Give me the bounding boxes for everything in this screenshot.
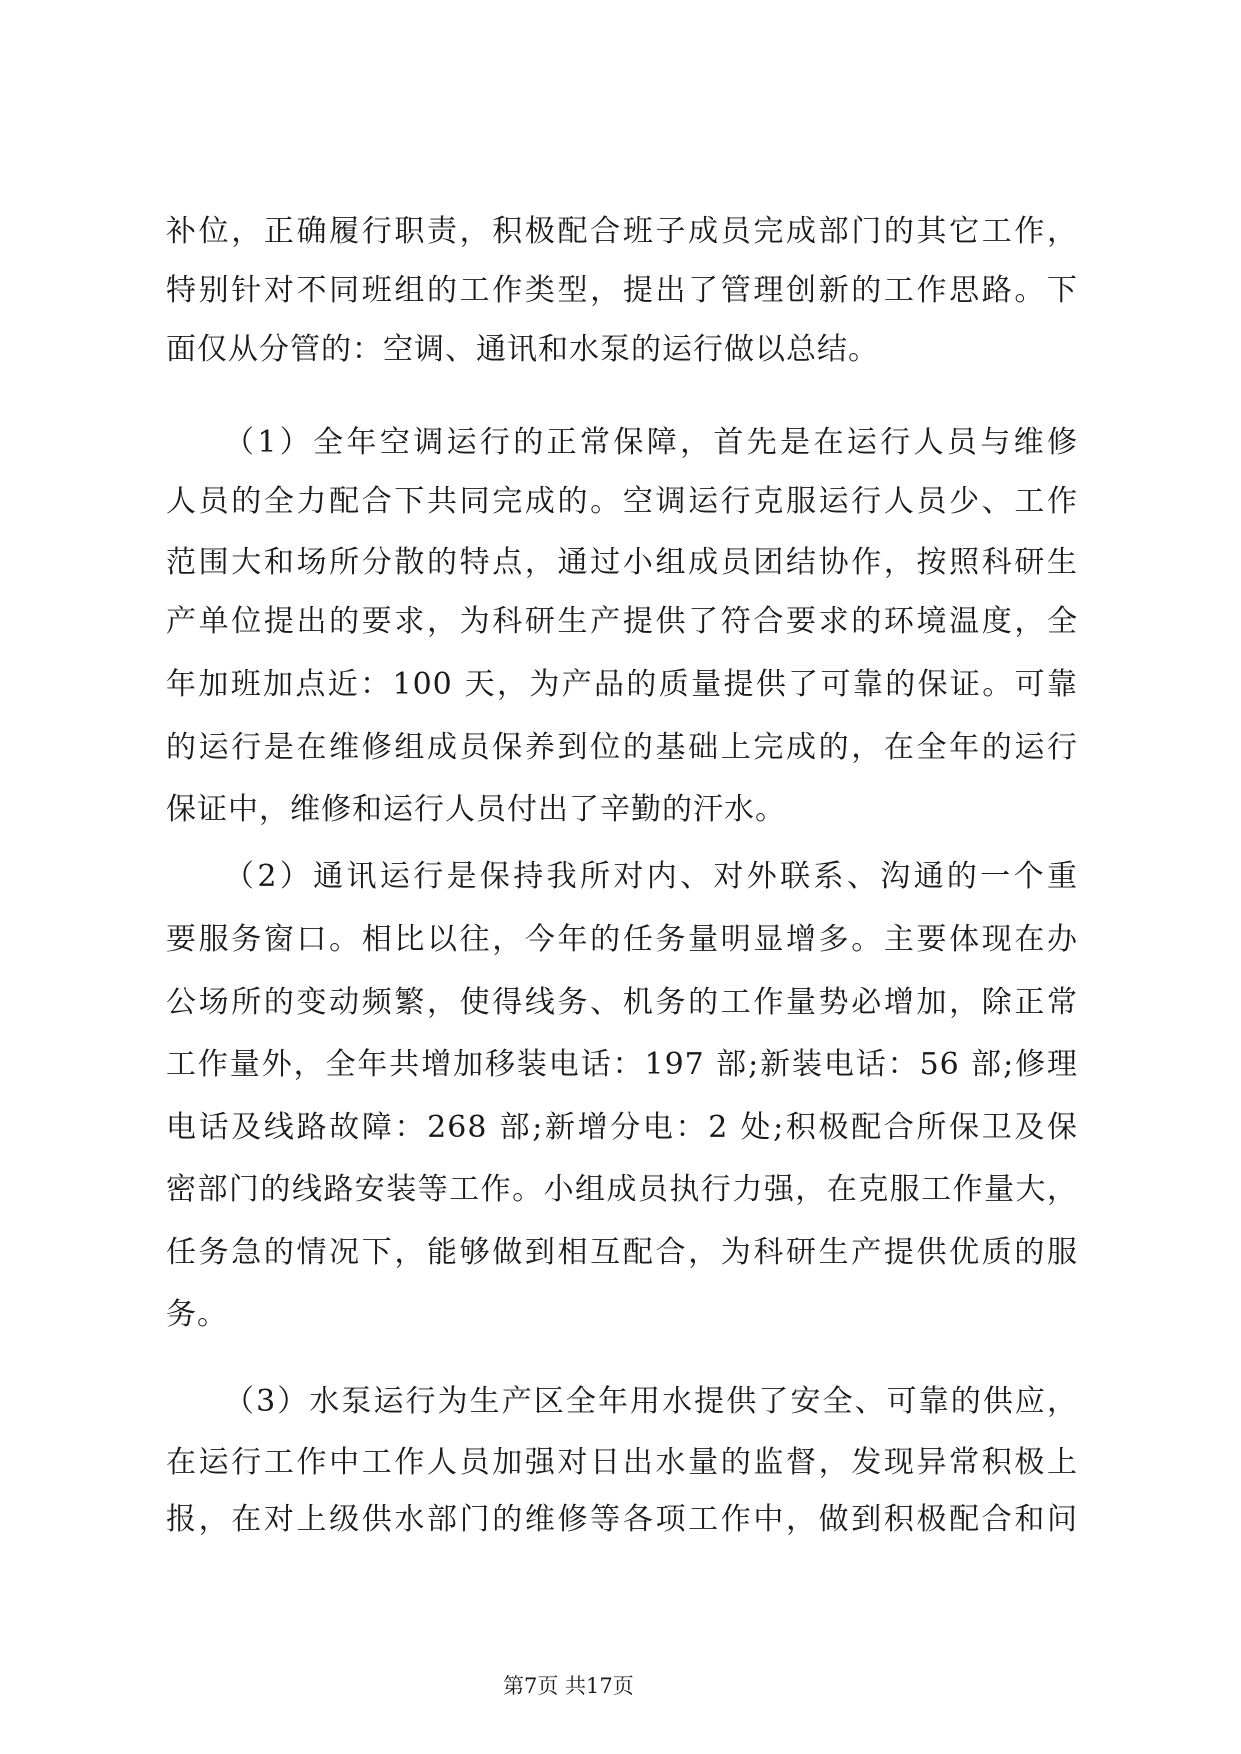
body-text-line: 保证中，维修和运行人员付出了辛勤的汗水。	[166, 792, 786, 827]
body-text-line: 面仅从分管的：空调、通讯和水泵的运行做以总结。	[166, 332, 879, 367]
body-text-line: 人员的全力配合下共同完成的。空调运行克服运行人员少、工作	[166, 484, 1078, 519]
body-text-line: 在运行工作中工作人员加强对日出水量的监督，发现异常积极上	[166, 1445, 1078, 1480]
body-text-line: 工作量外，全年共增加移装电话：197 部;新装电话：56 部;修理	[166, 1047, 1078, 1082]
body-text-line: 务。	[166, 1297, 228, 1332]
paragraph-first-line: （2）通讯运行是保持我所对内、对外联系、沟通的一个重	[224, 859, 1078, 894]
page-number-footer: 第7页 共17页	[503, 1674, 634, 1698]
body-text-line: 产单位提出的要求，为科研生产提供了符合要求的环境温度，全	[166, 604, 1078, 639]
body-text-line: 要服务窗口。相比以往，今年的任务量明显增多。主要体现在办	[166, 922, 1078, 957]
body-text-line: 公场所的变动频繁，使得线务、机务的工作量势必增加，除正常	[166, 985, 1078, 1020]
body-text-line: 范围大和场所分散的特点，通过小组成员团结协作，按照科研生	[166, 545, 1078, 580]
body-text-line: 补位，正确履行职责，积极配合班子成员完成部门的其它工作，	[166, 214, 1078, 249]
body-text-line: 报，在对上级供水部门的维修等各项工作中，做到积极配合和问	[166, 1502, 1078, 1537]
body-text-line: 的运行是在维修组成员保养到位的基础上完成的，在全年的运行	[166, 730, 1078, 765]
body-text-line: 年加班加点近：100 天，为产品的质量提供了可靠的保证。可靠	[166, 667, 1078, 702]
body-text-line: 任务急的情况下，能够做到相互配合，为科研生产提供优质的服	[166, 1235, 1078, 1270]
body-text-line: 密部门的线路安装等工作。小组成员执行力强，在克服工作量大，	[166, 1172, 1078, 1207]
paragraph-first-line: （3）水泵运行为生产区全年用水提供了安全、可靠的供应，	[224, 1384, 1078, 1419]
body-text-line: 电话及线路故障：268 部;新增分电：2 处;积极配合所保卫及保	[166, 1110, 1078, 1145]
body-text-line: 特别针对不同班组的工作类型，提出了管理创新的工作思路。下	[166, 273, 1078, 308]
paragraph-first-line: （1）全年空调运行的正常保障，首先是在运行人员与维修	[224, 425, 1078, 460]
